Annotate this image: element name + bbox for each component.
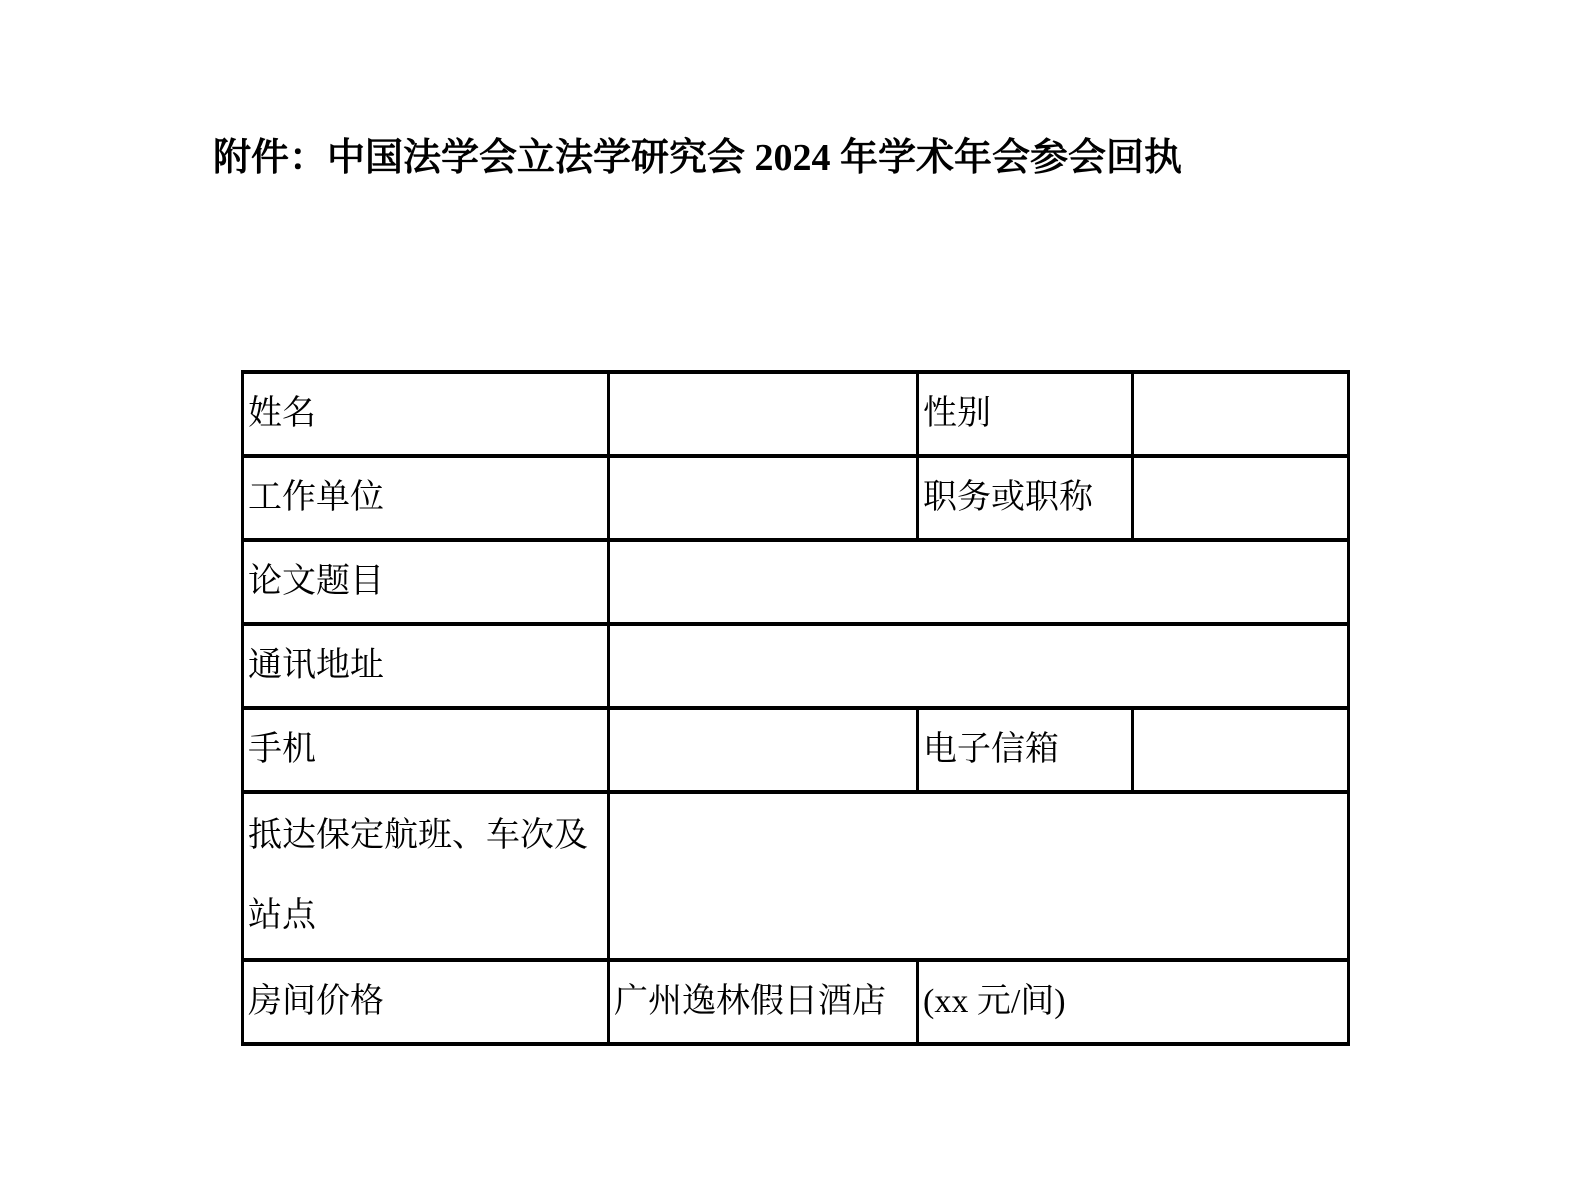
table-row: [243, 456, 1349, 540]
work-unit-label-cell: 工作单位: [243, 456, 609, 540]
table-row: [243, 708, 1349, 792]
table-row: [243, 540, 1349, 624]
name-label-cell: 姓名: [243, 372, 609, 456]
room-price-value-cell: (xx 元/间): [918, 960, 1349, 1044]
attachment-title: 附件：中国法学会立法学研究会 2024 年学术年会参会回执: [213, 137, 1183, 179]
registration-form-table: [241, 370, 1350, 1046]
arrival-info-label-cell: 抵达保定航班、车次及站点: [243, 792, 609, 960]
table-row: [243, 624, 1349, 708]
mobile-label-cell: 手机: [243, 708, 609, 792]
arrival-info-value-cell[interactable]: [609, 792, 1349, 960]
gender-label-cell: 性别: [918, 372, 1133, 456]
email-label-cell: 电子信箱: [918, 708, 1133, 792]
room-price-label-cell: 房间价格: [243, 960, 609, 1044]
gender-value-cell[interactable]: [1133, 372, 1349, 456]
table-row: [243, 960, 1349, 1044]
mobile-value-cell[interactable]: [609, 708, 918, 792]
hotel-name-cell: 广州逸林假日酒店: [609, 960, 918, 1044]
table-row: [243, 372, 1349, 456]
table-row: [243, 792, 1349, 960]
email-value-cell[interactable]: [1133, 708, 1349, 792]
paper-title-value-cell[interactable]: [609, 540, 1349, 624]
position-title-label-cell: 职务或职称: [918, 456, 1133, 540]
position-title-value-cell[interactable]: [1133, 456, 1349, 540]
mailing-address-label-cell: 通讯地址: [243, 624, 609, 708]
paper-title-label-cell: 论文题目: [243, 540, 609, 624]
name-value-cell[interactable]: [609, 372, 918, 456]
work-unit-value-cell[interactable]: [609, 456, 918, 540]
mailing-address-value-cell[interactable]: [609, 624, 1349, 708]
